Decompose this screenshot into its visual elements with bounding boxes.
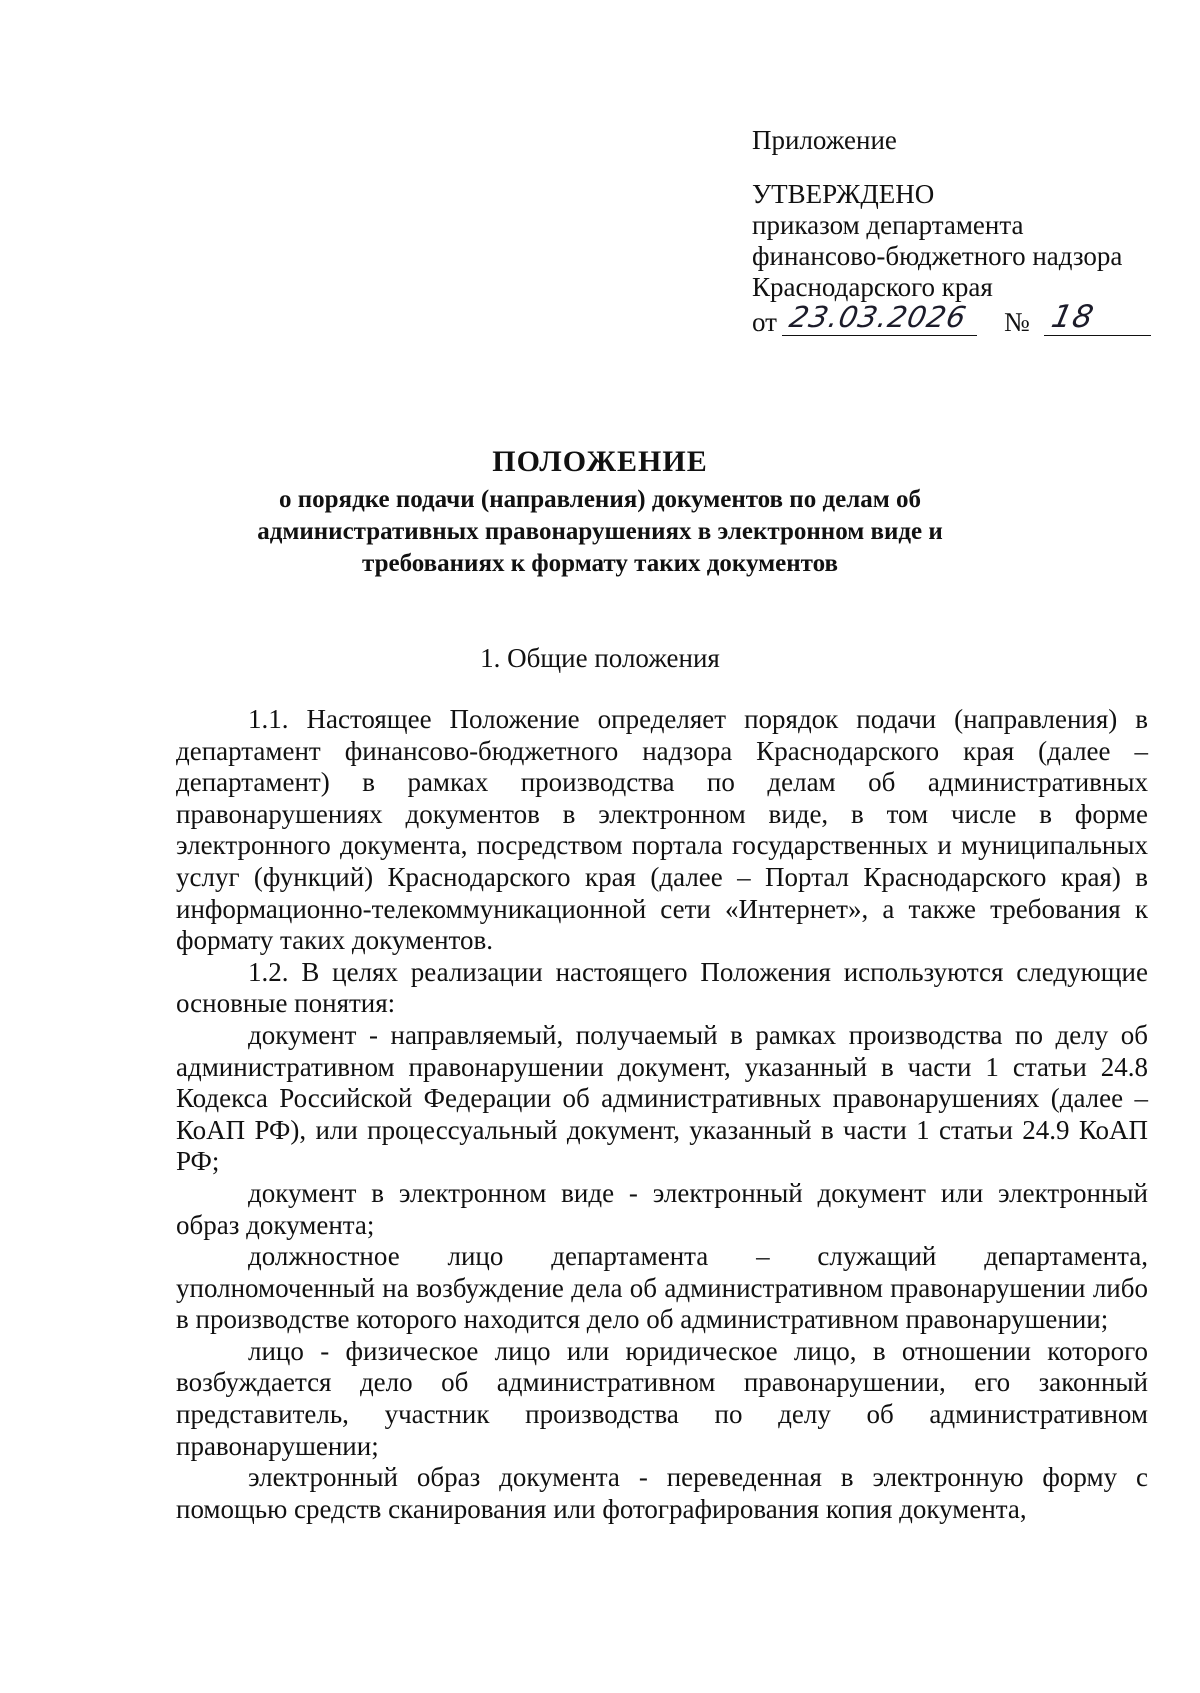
subtitle-line-1: о порядке подачи (направления) документов по делам об bbox=[278, 486, 922, 513]
definition-official: должностное лицо департамента – служащий департамента, уполномоченный на возбуждение дела об административном правонарушении либо в производстве которого находится дело об административном правонарушении; bbox=[176, 1241, 1148, 1335]
approved-label: УТВЕРЖДЕНО bbox=[752, 179, 935, 209]
appendix-label: Приложение bbox=[752, 125, 897, 155]
paragraph-1-1: 1.1. Настоящее Положение определяет порядок подачи (направления) в департамент финансово-бюджетного надзора Краснодарского края (далее – департамент) в рамках производства по делам об административных правонарушениях документов в электронном виде, в том числе в форме электронного документа, посредством портала государственных и муниципальных услуг (функций) Краснодарского края (далее – Портал Краснодарского края) в информационно-телекоммуникационной сети «Интернет», а также требования к формату таких документов. bbox=[176, 704, 1148, 956]
approval-stamp bbox=[752, 125, 1152, 341]
document-title: ПОЛОЖЕНИЕ bbox=[492, 445, 708, 478]
subtitle-line-2: административных правонарушениях в электронном виде и bbox=[257, 518, 943, 545]
definition-document: документ - направляемый, получаемый в рамках производства по делу об административном правонарушении документ, указанный в части 1 статьи 24.8 Кодекса Российской Федерации об административных правонарушениях (далее – КоАП РФ), или процессуальный документ, указанный в части 1 статьи 24.9 КоАП РФ; bbox=[176, 1019, 1148, 1177]
number-underline bbox=[1044, 335, 1151, 336]
definition-electronic-document: документ в электронном виде - электронный документ или электронный образ документа; bbox=[176, 1177, 1148, 1240]
document-subtitle bbox=[0, 484, 1200, 580]
order-date-number-line bbox=[752, 301, 1152, 341]
handwritten-number: 18 bbox=[1048, 299, 1098, 335]
definition-person: лицо - физическое лицо или юридическое лицо, в отношении которого возбуждается дело об административном правонарушении, его законный представитель, участник производства по делу об административном правонарушении; bbox=[176, 1335, 1148, 1461]
number-sign: № bbox=[1004, 307, 1030, 337]
paragraph-1-2: 1.2. В целях реализации настоящего Положения используются следующие основные понятия: bbox=[176, 956, 1148, 1019]
definition-electronic-image: электронный образ документа - переведенная в электронную форму с помощью средств сканирования или фотографирования копия документа, bbox=[176, 1462, 1148, 1524]
approved-by-line-1: приказом департамента bbox=[752, 210, 1024, 240]
date-underline bbox=[782, 335, 977, 336]
section-heading: 1. Общие положения bbox=[480, 643, 720, 673]
approved-by-line-3: Краснодарского края bbox=[752, 272, 993, 302]
subtitle-line-3: требованиях к формату таких документов bbox=[362, 550, 838, 577]
approved-by-line-2: финансово-бюджетного надзора bbox=[752, 241, 1123, 271]
handwritten-date: 23.03.2026 bbox=[786, 300, 970, 334]
from-label: от bbox=[752, 307, 777, 337]
document-body bbox=[176, 704, 1148, 1525]
